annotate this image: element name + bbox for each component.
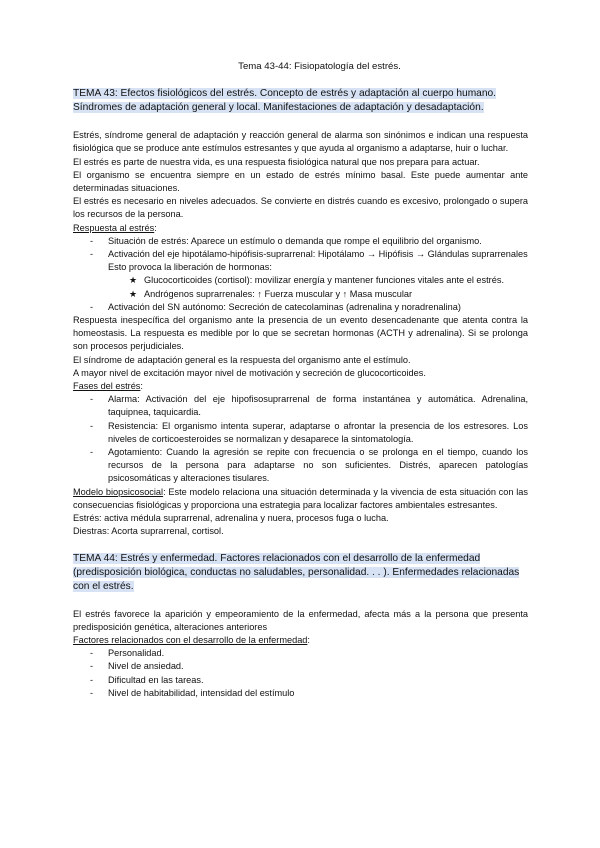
respuesta-label: Respuesta al estrés [73,222,155,233]
mid-paragraph: Respuesta inespecífica del organismo ante la presencia de un evento desencadenante que atenta contra la homeostasis. La respuesta es medible por lo que se secretan hormonas (ACTH y adrenalina). Si se prolonga son procesos perjudiciales. [73,315,528,352]
black-star-icon: ★ [129,288,138,299]
document-page [73,60,528,700]
factores-list [73,647,528,700]
intro-paragraph: El organismo se encuentra siempre en un estado de estrés mínimo basal. Este puede aumentar ante determinadas situaciones. [73,169,528,194]
black-star-icon: ★ [129,275,138,286]
tema43-heading [73,87,528,115]
modelo-label: Modelo biopsicosocial [73,486,164,497]
tema44-heading [73,552,528,594]
intro-paragraph: El estrés es necesario en niveles adecuados. Se convierte en distrés cuando es excesivo, prolongado o supera los recursos de la persona. [73,196,528,220]
hormone-list [73,274,528,300]
modelo-paragraph [73,486,528,512]
tema44-heading-text: TEMA 44: Estrés y enfermedad. Factores relacionados con el desarrollo de la enfermedad (predisposición biológica, conductas no saludables, personalidad. . . ). Enfermedades relacionadas con el estrés. [73,552,520,592]
mid-paragraph: A mayor nivel de excitación mayor nivel de motivación y secreción de glucocorticoides. [73,367,426,378]
list-item: - Activación del eje hipotálamo-hipófisis-suprarrenal: Hipotálamo → Hipófisis → Glándulas suprarrenales [73,248,528,261]
intro-paragraph: Estrés, síndrome general de adaptación y reacción general de alarma son sinónimos e indican una respuesta fisiológica que se produce ante estímulos estresantes y que ayuda al organismo a adaptarse, huir o luchar. [73,130,528,154]
fases-label: Fases del estrés [73,381,141,392]
page-title: Tema 43-44: Fisiopatología del estrés. [238,61,401,72]
list-item: - Alarma: Activación del eje hipofisosuprarrenal de forma instantánea y automática. Adrenalina, taquipnea, taquicardia. [73,393,528,419]
factores-colon: : [307,634,310,645]
fases-heading [73,380,528,393]
list-item: - Agotamiento: Cuando la agresión se repite con frecuencia o se prolonga en el tiempo, cuando los recursos de la persona para adaptarse no son suficientes. Distrés, aparecen patologías psicosomáticas y alteraciones tisulares. [73,446,528,486]
list-item: - Activación del SN autónomo: Secreción de catecolaminas (adrenalina y noradrenalina) [73,301,528,314]
list-item [73,274,528,287]
list-item: - Resistencia: El organismo intenta superar, adaptarse o afrontar la presencia de los estresores. Los niveles de corticoesteroides se normalizan y desaparece la sintomatología. [73,420,528,446]
list-item: - Personalidad. [73,647,528,660]
factores-heading [73,634,528,647]
factores-label: Factores relacionados con el desarrollo de la enfermedad [73,634,308,645]
diestras-line: Diestras: Acorta suprarrenal, cortisol. [73,526,224,537]
estres-line: Estrés: activa médula suprarrenal, adrenalina y nuera, procesos fuga o lucha. [73,513,389,524]
respuesta-list [73,235,528,261]
mid-paragraph: El síndrome de adaptación general es la respuesta del organismo ante el estímulo. [73,354,411,365]
hormone-text: Andrógenos suprarrenales: ↑ Fuerza muscular y ↑ Masa muscular [144,288,413,299]
tema43-heading-text: TEMA 43: Efectos fisiológicos del estrés. Concepto de estrés y adaptación al cuerpo humano. Síndromes de adaptación general y local. Manifestaciones de adaptación y desadaptación. [73,88,497,114]
list-item [73,288,528,301]
respuesta-colon: : [154,222,157,233]
hormone-text: Glucocorticoides (cortisol): movilizar energía y mantener funciones vitales ante el estrés. [144,275,504,286]
respuesta-heading [73,222,528,235]
hormone-intro: Esto provoca la liberación de hormonas: [108,262,272,273]
tema44-intro: El estrés favorece la aparición y empeoramiento de la enfermedad, afecta más a la persona que presenta predisposición genética, alteraciones anteriores [73,608,528,632]
list-item: - Nivel de ansiedad. [73,660,528,673]
list-item: - Nivel de habitabilidad, intensidad del estímulo [73,687,528,700]
list-item: - Situación de estrés: Aparece un estímulo o demanda que rompe el equilibrio del organismo. [73,235,528,248]
respuesta-list-last [73,301,528,314]
fases-colon: : [140,381,143,392]
list-item: - Dificultad en las tareas. [73,674,528,687]
modelo-text: : Este modelo relaciona una situación determinada y la vivencia de esta situación con las consecuencias fisiológicas y proporciona una estrategia para localizar factores ambientales estresantes. [73,486,528,510]
intro-paragraph: El estrés es parte de nuestra vida, es una respuesta fisiológica natural que nos prepara para actuar. [73,156,480,167]
fases-list [73,393,528,485]
